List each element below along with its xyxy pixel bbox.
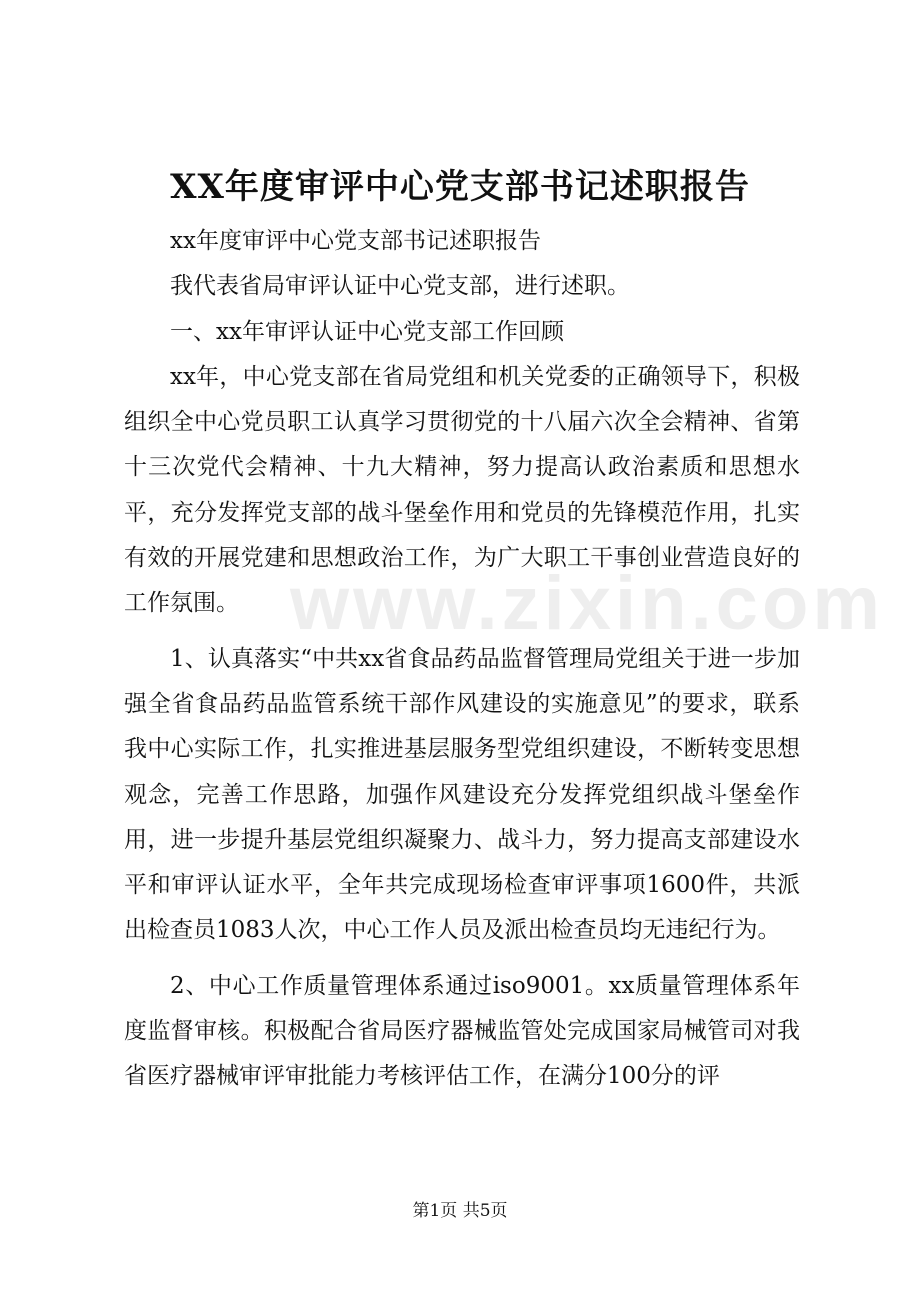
document-body [124, 219, 884, 1100]
page-footer: 第1页 共5页 [412, 1201, 508, 1221]
paragraph-item-2: 2、中心工作质量管理体系通过iso9001。xx质量管理体系年度监督审核。积极配合省局医疗器械监管处完成国家局械管司对我省医疗器械审评审批能力考核评估工作，在满分100分的评 [124, 972, 800, 1090]
paragraph-section-heading: 一、xx年审评认证中心党支部工作回顾 [170, 318, 564, 345]
paragraph-item-1: 1、认真落实“中共xx省食品药品监督管理局党组关于进一步加强全省食品药品监管系统干部作风建设的实施意见”的要求，联系我中心实际工作，扎实推进基层服务型党组织建设，不断转变思想观念，完善工作思路，加强作风建设充分发挥党组织战斗堡垒作用，进一步提升基层党组织凝聚力、战斗力，努力提高支部建设水平和审评认证水平，全年共完成现场检查审评事项1600件，共派出检查员1083人次，中心工作人员及派出检查员均无违纪行为。 [124, 645, 800, 944]
paragraph-review: xx年，中心党支部在省局党组和机关党委的正确领导下，积极组织全中心党员职工认真学习贯彻党的十八届六次全会精神、省第十三次党代会精神、十九大精神，努力提高认政治素质和思想水平，充分发挥党支部的战斗堡垒作用和党员的先锋模范作用，扎实有效的开展党建和思想政治工作，为广大职工干事创业营造良好的工作氛围。 [124, 363, 800, 617]
page-title: XX年度审评中心党支部书记述职报告 [170, 167, 750, 207]
watermark: www.zixin.com [290, 561, 884, 646]
paragraph-subtitle: xx年度审评中心党支部书记述职报告 [170, 228, 541, 254]
paragraph-intro: 我代表省局审评认证中心党支部，进行述职。 [170, 273, 630, 300]
